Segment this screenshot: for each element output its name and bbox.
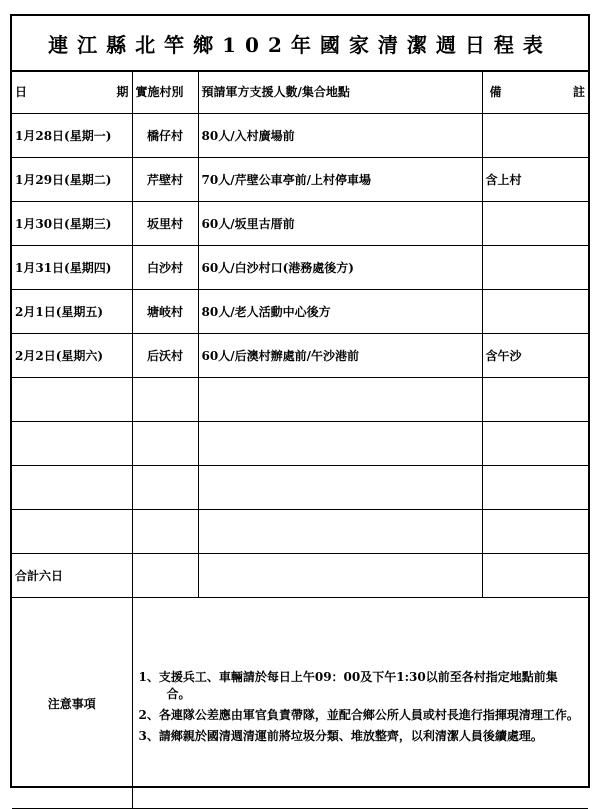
row-support: 80人/入村廣場前 — [198, 114, 482, 158]
header-remark-right: 註 — [572, 85, 585, 99]
table-row — [12, 246, 588, 290]
row-date: 1月30日(星期三) — [12, 202, 132, 246]
header-date-left: 日 — [15, 85, 28, 99]
empty-cell — [482, 466, 588, 510]
empty-row — [12, 510, 588, 554]
note-item: 3、請鄉親於國清週清運前將垃圾分類、堆放整齊，以利清潔人員後續處理。 — [138, 729, 543, 743]
table-row — [12, 158, 588, 202]
empty-cell — [482, 510, 588, 554]
table-header-row — [12, 70, 588, 114]
empty-row — [12, 422, 588, 466]
note-item: 1、支援兵工、車輛請於每日上午09：00及下午1:30以前至各村指定地點前集合。 — [138, 670, 558, 701]
empty-cell — [482, 554, 588, 598]
table-row — [12, 334, 588, 378]
row-date: 2月2日(星期六) — [12, 334, 132, 378]
note-item: 2、各連隊公差應由軍官負責帶隊，並配合鄉公所人員或村長進行指揮現清理工作。 — [138, 708, 579, 722]
row-village: 后沃村 — [132, 334, 198, 378]
row-remark — [482, 202, 588, 246]
empty-cell — [198, 554, 482, 598]
row-support: 60人/后澳村辦處前/午沙港前 — [198, 334, 482, 378]
header-date-right: 期 — [116, 85, 129, 99]
empty-cell — [12, 378, 132, 422]
empty-cell — [132, 554, 198, 598]
row-remark — [482, 246, 588, 290]
notes-content — [132, 598, 588, 809]
empty-cell — [132, 378, 198, 422]
empty-cell — [12, 466, 132, 510]
header-remark-left: 備 — [489, 85, 502, 99]
empty-cell — [198, 466, 482, 510]
schedule-table — [12, 70, 588, 809]
row-date: 2月1日(星期五) — [12, 290, 132, 334]
empty-cell — [482, 422, 588, 466]
empty-cell — [198, 378, 482, 422]
row-village: 橋仔村 — [132, 114, 198, 158]
row-support: 60人/坂里古厝前 — [198, 202, 482, 246]
empty-row — [12, 466, 588, 510]
row-date: 1月28日(星期一) — [12, 114, 132, 158]
header-remark — [482, 70, 588, 114]
empty-cell — [482, 378, 588, 422]
notes-label: 注意事項 — [12, 598, 132, 809]
row-date: 1月29日(星期二) — [12, 158, 132, 202]
row-village: 芹壁村 — [132, 158, 198, 202]
empty-cell — [132, 466, 198, 510]
notes-row — [12, 598, 588, 809]
empty-cell — [12, 422, 132, 466]
header-support: 預請軍方支援人數/集合地點 — [198, 70, 482, 114]
header-date — [12, 70, 132, 114]
empty-row — [12, 378, 588, 422]
row-date: 1月31日(星期四) — [12, 246, 132, 290]
row-remark — [482, 290, 588, 334]
row-remark: 含上村 — [482, 158, 588, 202]
row-remark: 含午沙 — [482, 334, 588, 378]
empty-cell — [198, 510, 482, 554]
table-row — [12, 290, 588, 334]
total-label: 合計六日 — [12, 554, 132, 598]
total-row — [12, 554, 588, 598]
row-village: 塘岐村 — [132, 290, 198, 334]
table-row — [12, 114, 588, 158]
empty-cell — [198, 422, 482, 466]
row-support: 70人/芹壁公車亭前/上村停車場 — [198, 158, 482, 202]
header-village: 實施村別 — [132, 70, 198, 114]
empty-cell — [132, 510, 198, 554]
empty-cell — [12, 510, 132, 554]
row-remark — [482, 114, 588, 158]
row-village: 白沙村 — [132, 246, 198, 290]
row-support: 60人/白沙村口(港務處後方) — [198, 246, 482, 290]
document-title: 連江縣北竿鄉102年國家清潔週日程表 — [12, 16, 588, 72]
empty-cell — [132, 422, 198, 466]
row-support: 80人/老人活動中心後方 — [198, 290, 482, 334]
table-row — [12, 202, 588, 246]
row-village: 坂里村 — [132, 202, 198, 246]
schedule-sheet — [10, 14, 590, 788]
